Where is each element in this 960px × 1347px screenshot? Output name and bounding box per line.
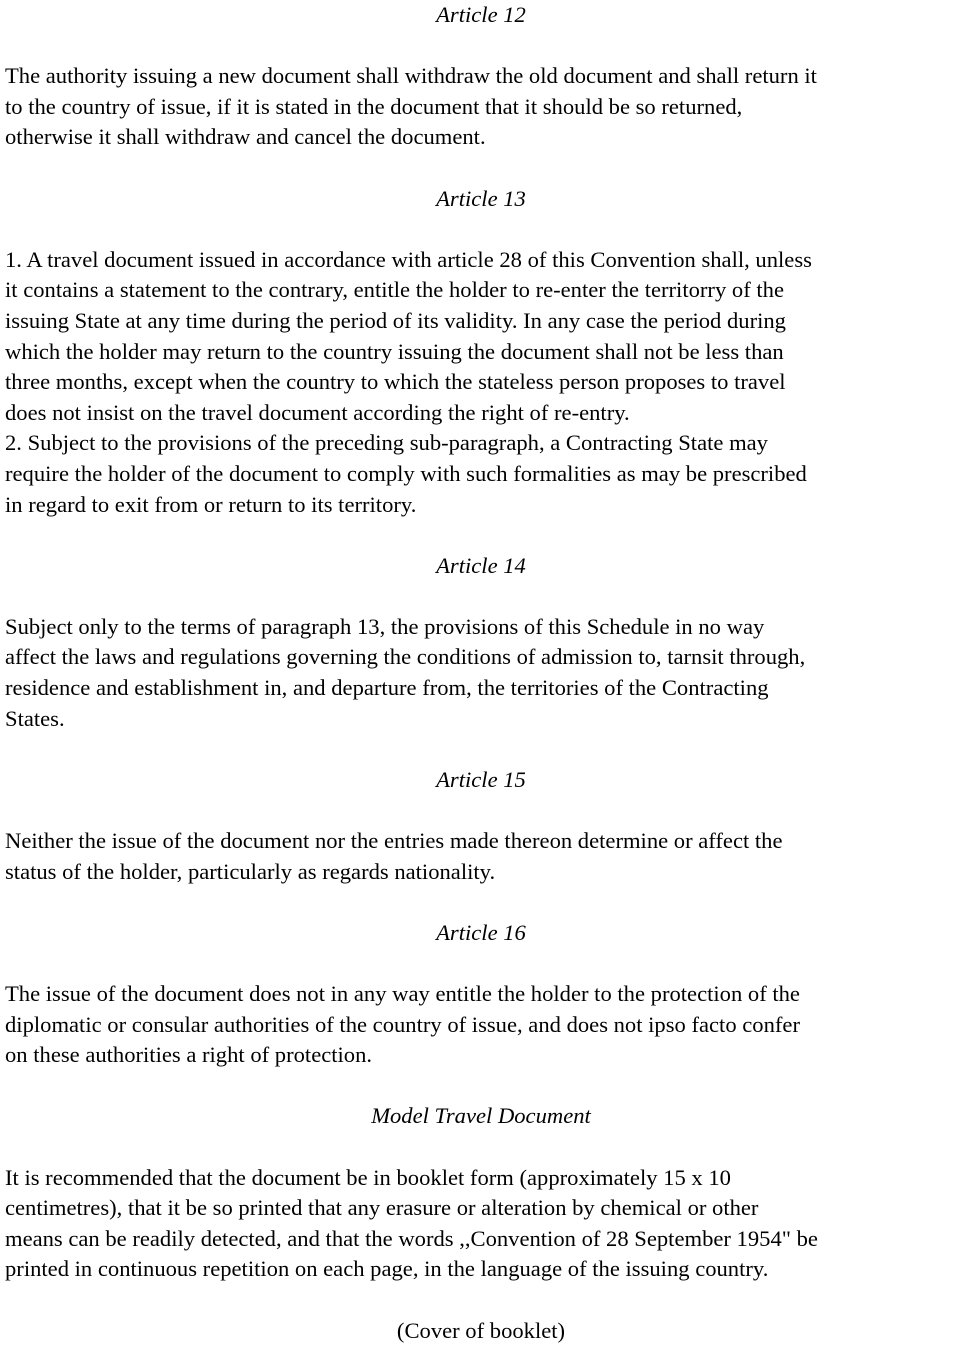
text-line: on these authorities a right of protection. (5, 1042, 373, 1068)
article-16-heading: Article 16 (436, 919, 526, 945)
article-15-heading: Article 15 (436, 766, 526, 792)
text-line: does not insist on the travel document according the right of re-entry. (5, 399, 630, 425)
text-line: status of the holder, particularly as regards nationality. (5, 858, 496, 884)
text-line: 1. A travel document issued in accordance with article 28 of this Convention shall, unless (5, 246, 812, 272)
model-travel-document-body (5, 1163, 957, 1285)
text-line: Neither the issue of the document nor the entries made thereon determine or affect the (5, 828, 783, 854)
text-line: three months, except when the country to which the stateless person proposes to travel (5, 369, 786, 395)
article-14-body (5, 612, 957, 734)
spacer (5, 581, 957, 612)
text-line: it contains a statement to the contrary, entitle the holder to re-enter the territorry of the (5, 277, 784, 303)
text-line: means can be readily detected, and that the words ,,Convention of 28 September 1954" be (5, 1225, 818, 1251)
spacer (5, 153, 957, 184)
spacer (5, 520, 957, 551)
spacer (5, 887, 957, 918)
article-14-heading: Article 14 (436, 552, 526, 578)
article-13-heading: Article 13 (436, 185, 526, 211)
article-13-body (5, 245, 957, 520)
text-line: to the country of issue, if it is stated in the document that it should be so returned, (5, 93, 743, 119)
text-line: diplomatic or consular authorities of the country of issue, and does not ipso facto confer (5, 1011, 800, 1037)
text-line: residence and establishment in, and departure from, the territories of the Contracting (5, 675, 769, 701)
document-page (5, 0, 957, 1346)
text-line: which the holder may return to the country issuing the document shall not be less than (5, 338, 784, 364)
article-12-body (5, 61, 957, 153)
article-12-heading: Article 12 (436, 2, 526, 27)
article-15-body (5, 826, 957, 887)
spacer (5, 795, 957, 826)
spacer (5, 948, 957, 979)
text-line: in regard to exit from or return to its territory. (5, 491, 417, 517)
spacer (5, 1285, 957, 1316)
cover-of-booklet-label: (Cover of booklet) (396, 1317, 566, 1343)
text-line: The issue of the document does not in any way entitle the holder to the protection of the (5, 981, 800, 1006)
text-line: centimetres), that it be so printed that any erasure or alteration by chemical or other (5, 1195, 759, 1221)
text-line: It is recommended that the document be in booklet form (approximately 15 x 10 (5, 1164, 731, 1190)
text-line: otherwise it shall withdraw and cancel the document. (5, 124, 486, 150)
text-line: States. (5, 705, 65, 731)
text-line: The authority issuing a new document shall withdraw the old document and shall return it (5, 63, 817, 89)
text-line: issuing State at any time during the period of its validity. In any case the period during (5, 307, 786, 333)
model-travel-document-heading: Model Travel Document (371, 1103, 591, 1129)
text-line: Subject only to the terms of paragraph 13, the provisions of this Schedule in no way (5, 613, 765, 639)
spacer (5, 214, 957, 245)
text-line: printed in continuous repetition on each page, in the language of the issuing country. (5, 1256, 769, 1282)
text-line: require the holder of the document to comply with such formalities as may be prescribed (5, 460, 807, 486)
text-line: affect the laws and regulations governing the conditions of admission to, tarnsit through, (5, 644, 806, 670)
spacer (5, 31, 957, 62)
text-line: 2. Subject to the provisions of the preceding sub-paragraph, a Contracting State may (5, 430, 768, 456)
spacer (5, 734, 957, 765)
article-16-body (5, 979, 957, 1071)
spacer (5, 1071, 957, 1102)
spacer (5, 1132, 957, 1163)
